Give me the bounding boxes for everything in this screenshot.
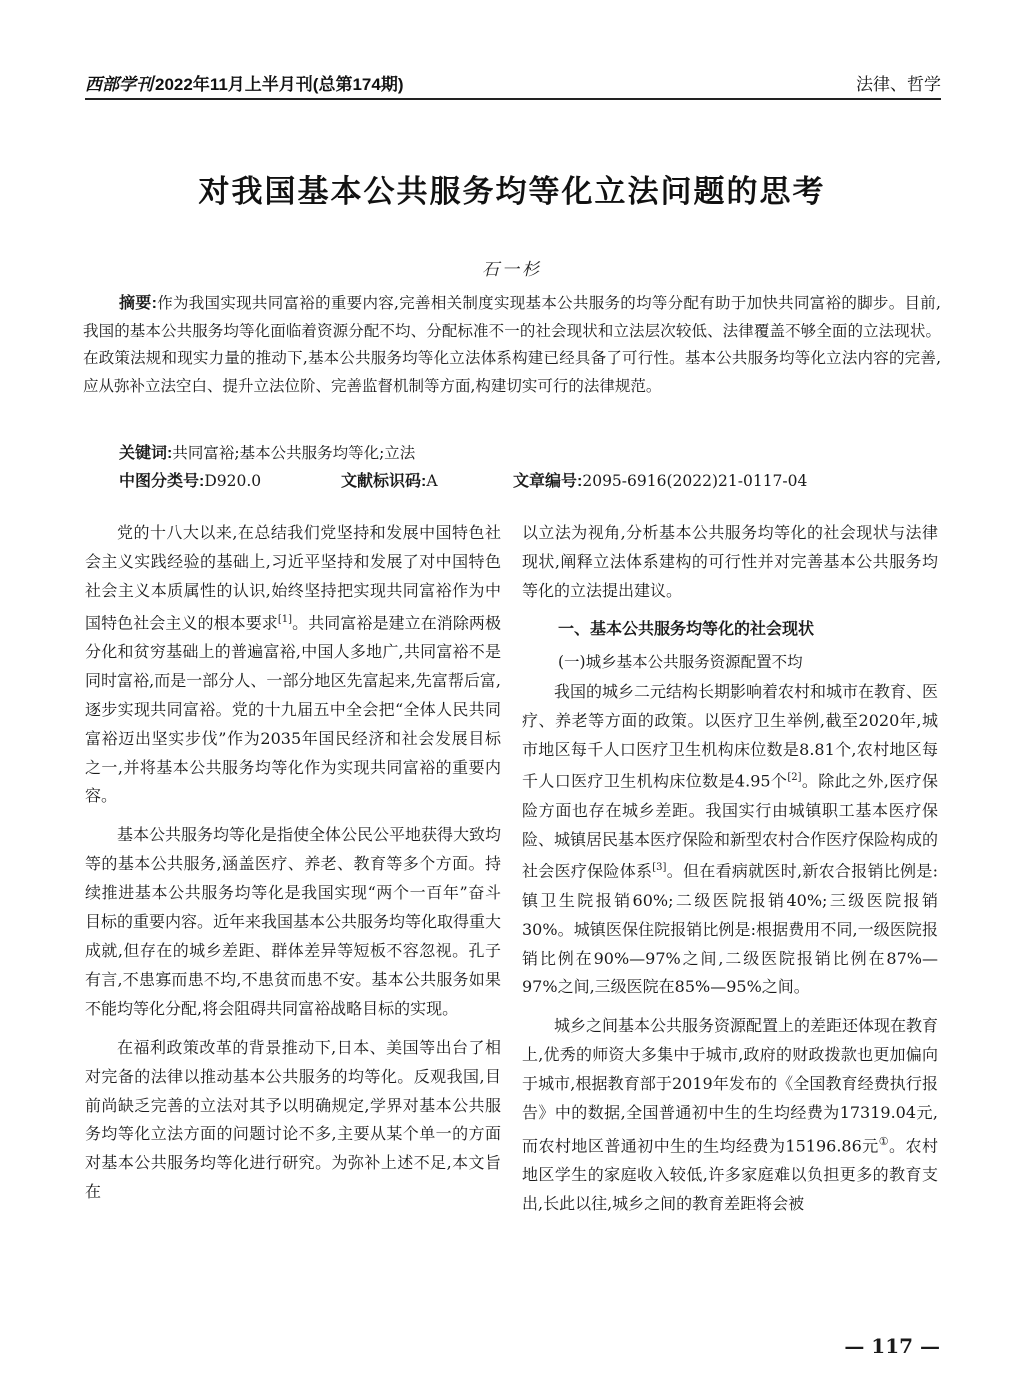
issue-text: 2022年11月上半月刊(总第174期) <box>155 75 404 94</box>
section-name: 法律、哲学 <box>856 75 941 94</box>
clc-label: 中图分类号: <box>119 473 205 490</box>
abstract-block <box>83 290 941 400</box>
paragraph-text: 城乡之间基本公共服务资源配置上的差距还体现在教育上,优秀的师资大多集中于城市,政府的财政拨款也更加偏向于城市,根据教育部于2019年发布的《全国教育经费执行报告》中的数据,全国普通初中生的生均经费为17319.04元,而农村地区普通初中生的生均经费为15196.86元 <box>522 1016 939 1156</box>
doc-code-value: A <box>426 472 438 490</box>
page-number: — 117 — <box>844 1334 940 1358</box>
body-column-left <box>85 519 501 1217</box>
body-paragraph: 基本公共服务均等化是指使全体公民公平地获得大致均等的基本公共服务,涵盖医疗、养老、教育等多个方面。持续推进基本公共服务均等化是我国实现“两个一百年”奋斗目标的重要内容。近年来我国基本公共服务均等化取得重大成就,但存在的城乡差距、群体差异等短板不容忽视。孔子有言,不患寡而患不均,不患贫而患不安。基本公共服务如果不能均等化分配,将会阻碍共同富裕战略目标的实现。 <box>85 825 502 1018</box>
paragraph-text: 。除此之外,医疗保险方面也存在城乡差距。我国实行由城镇职工基本医疗保险、城镇居民基本医疗保险和新型农村合作医疗保险构成的社会医疗保险体系 <box>522 771 939 881</box>
paragraph-text: 。但在看病就医时,新农合报销比例是:镇卫生院报销60%;二级医院报销40%;三级医院报销30%。城镇医保住院报销比例是:根据费用不同,一级医院报销比例在90%—97%之间,二级医院报销比例在87%—97%之间,三级医院在85%—95%之间。 <box>522 861 938 997</box>
keywords-text: 共同富裕;基本公共服务均等化;立法 <box>172 444 416 462</box>
citation-ref: [3] <box>652 862 667 874</box>
abstract-label: 摘要: <box>119 295 157 312</box>
clc-value: D920.0 <box>204 472 262 490</box>
section-heading: 一、基本公共服务均等化的社会现状 <box>558 620 815 638</box>
classification-line <box>119 468 941 492</box>
header-issue-info <box>85 70 403 95</box>
journal-name-logo: 西部学刊 <box>85 75 153 95</box>
citation-ref: [2] <box>787 772 802 784</box>
article-no-label: 文章编号: <box>513 473 583 490</box>
body-paragraph: 以立法为视角,分析基本公共服务均等化的社会现状与法律现状,阐释立法体系建构的可行性并对完善基本公共服务均等化的立法提出建议。 <box>522 523 938 600</box>
paragraph-text: 党的十八大以来,在总结我们党坚持和发展中国特色社会主义实践经验的基础上,习近平坚持和发展了对中国特色社会主义本质属性的认识,始终坚持把实现共同富裕作为中国特色社会主义的根本要求 <box>85 523 501 633</box>
body-paragraph: 在福利政策改革的背景推动下,日本、美国等出台了相对完备的法律以推动基本公共服务的均等化。反观我国,目前尚缺乏完善的立法对其予以明确规定,学界对基本公共服务均等化立法方面的问题讨论不多,主要从某个单一的方面对基本公共服务均等化进行研究。为弥补上述不足,本文旨在 <box>85 1037 501 1202</box>
keywords-label: 关键词: <box>119 445 173 462</box>
doc-code-label: 文献标识码: <box>341 473 427 490</box>
keywords-line <box>119 440 415 463</box>
body-paragraph <box>522 678 938 1003</box>
running-header <box>85 68 941 100</box>
article-no-value: 2095-6916(2022)21-0117-04 <box>582 472 808 490</box>
paragraph-text: 我国的城乡二元结构长期影响着农村和城市在教育、医疗、养老等方面的政策。以医疗卫生举例,截至2020年,城市地区每千人口医疗卫生机构床位数是8.81个,农村地区每千人口医疗卫生机构床位数是4.95个 <box>522 681 939 791</box>
doc-code-group <box>341 468 438 491</box>
article-author: 石一杉 <box>482 260 542 280</box>
body-paragraph <box>85 519 501 811</box>
footnote-marker: ① <box>878 1134 890 1148</box>
paragraph-text: 。共同富裕是建立在消除两极分化和贫穷基础上的普遍富裕,中国人多地广,共同富裕不是同时富裕,而是一部分人、一部分地区先富起来,先富帮后富,逐步实现共同富裕。党的十九届五中全会把“全体人民共同富裕迈出坚实步伐”作为2035年国民经济和社会发展目标之一,并将基本公共服务均等化作为实现共同富裕的重要内容。 <box>85 613 501 806</box>
paragraph-text: 。农村地区学生的家庭收入较低,许多家庭难以负担更多的教育支出,长此以往,城乡之间的教育差距将会被 <box>522 1136 938 1214</box>
body-column-right <box>522 519 938 1229</box>
body-paragraph <box>522 1012 938 1219</box>
article-no-group <box>513 468 807 491</box>
article-title: 对我国基本公共服务均等化立法问题的思考 <box>198 174 826 210</box>
abstract-text: 作为我国实现共同富裕的重要内容,完善相关制度实现基本公共服务的均等分配有助于加快共同富裕的脚步。目前,我国的基本公共服务均等化面临着资源分配不均、分配标准不一的社会现状和立法层次较低、法律覆盖不够全面的立法现状。在政策法规和现实力量的推动下,基本公共服务均等化立法体系构建已经具备了可行性。基本公共服务均等化立法内容的完善,应从弥补立法空白、提升立法位阶、完善监督机制等方面,构建切实可行的法律规范。 <box>83 294 941 395</box>
clc-group <box>119 468 261 491</box>
citation-ref: [1] <box>277 613 293 625</box>
subsection-heading: (一)城乡基本公共服务资源配置不均 <box>558 652 803 671</box>
